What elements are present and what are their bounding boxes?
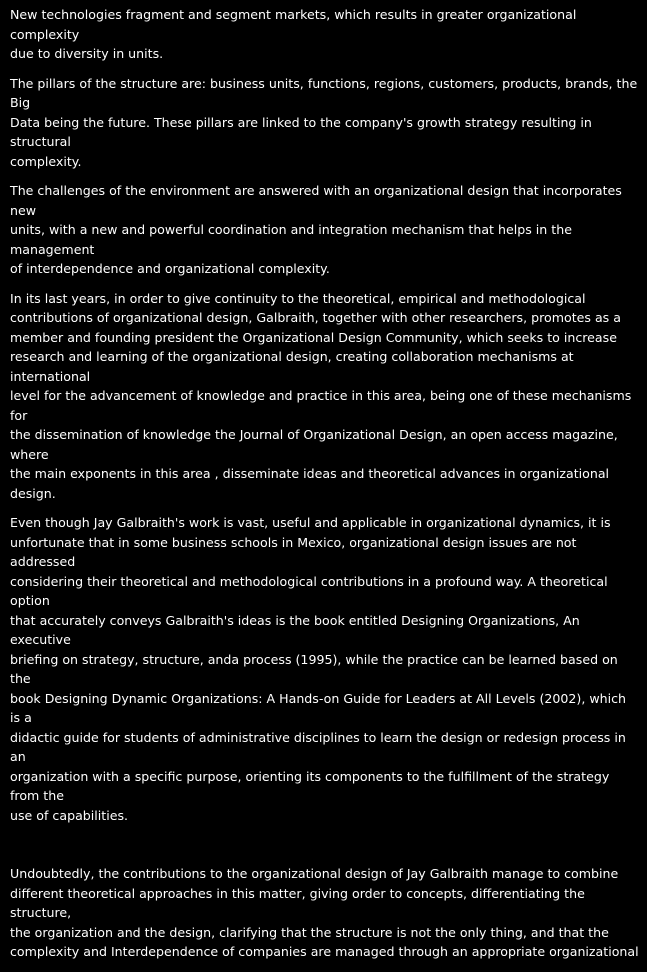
paragraph-design-community: In its last years, in order to give continuity to the theoretical, empirical and methodological contributions of organizational design, Galbraith, together with other researchers, promotes as a member and founding president the Organizational Design Community, which seeks to increase research and learning of the organizational design, creating collaboration mechanisms at international level for the advancement of knowledge and practice in this area, being one of these mechanisms for the dissemination of knowledge the Journal of Organizational Design, an open access magazine, where the main exponents in this area , disseminate ideas and theoretical advances in organizational design. [10, 290, 632, 501]
paragraph-contributions-conclusion: Undoubtedly, the contributions to the organizational design of Jay Galbraith manage to combine different theoretical approaches in this matter, giving order to concepts, differentiating the structure, the organization and the design, clarifying that the structure is not the only thing, and that the complexity and Interdependence of companies are managed through an appropriate organizational [10, 866, 639, 959]
document-body [10, 5, 640, 972]
paragraph-environment-challenges: The challenges of the environment are answered with an organizational design that incorporates new units, with a new and powerful coordination and integration mechanism that helps in the management of interdependence and organizational complexity. [10, 183, 622, 276]
paragraph-structure-pillars: The pillars of the structure are: business units, functions, regions, customers, products, brands, the Big Data being the future. These pillars are linked to the company's growth strategy resulting in structural complexity. [10, 75, 638, 169]
paragraph-galbraith-work: Even though Jay Galbraith's work is vast, useful and applicable in organizational dynamics, it is unfortunate that in some business schools in Mexico, organizational design issues are not addressed considering their theoretical and methodological contributions in a profound way. A theoretical option that accurately conveys Galbraith's ideas is the book entitled Designing Organizations, An executive briefing on strategy, structure, anda process (1995), while the practice can be learned based on the book Designing Dynamic Organizations: A Hands-on Guide for Leaders at All Levels (2002), which is a didactic guide for students of administrative disciplines to learn the design or redesign process in an organization with a specific purpose, orienting its components to the fulfillment of the strategy from the use of capabilities. [10, 515, 627, 823]
paragraph-market-fragmentation: New technologies fragment and segment markets, which results in greater organizational complexity due to diversity in units. [10, 7, 577, 61]
